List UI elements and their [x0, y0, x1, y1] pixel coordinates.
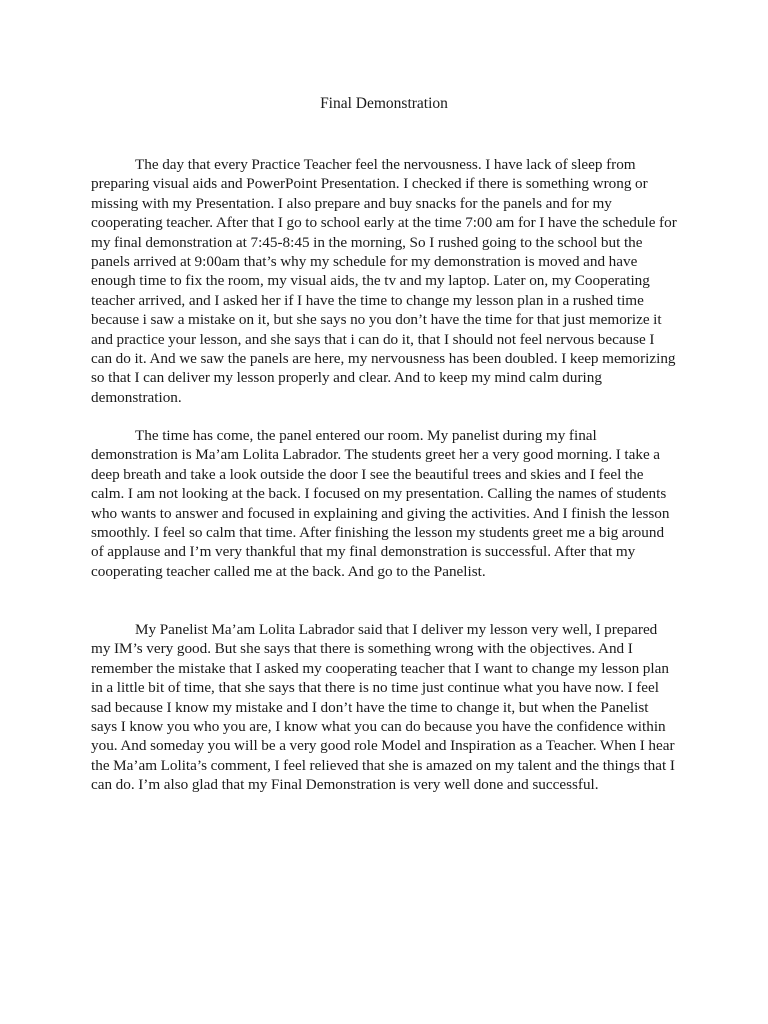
- document-title: Final Demonstration: [320, 95, 448, 112]
- paragraph-1: The day that every Practice Teacher feel the nervousness. I have lack of sleep from preparing visual aids and PowerPoint Presentation. I checked if there is something wrong or missing with my Presentation. I also prepare and buy snacks for the panels and for my cooperating teacher. After that I go to school early at the time 7:00 am for I have the schedule for my final demonstration at 7:45-8:45 in the morning, So I rushed going to the school but the panels arrived at 9:00am that’s why my schedule for my demonstration is moved and have enough time to fix the room, my visual aids, the tv and my laptop. Later on, my Cooperating teacher arrived, and I asked her if I have the time to change my lesson plan in a rushed time because i saw a mistake on it, but she says no you don’t have the time for that just memorize it and practice your lesson, and she says that i can do it, that I should not feel nervous because I can do it. And we saw the panels are here, my nervousness has been doubled. I keep memorizing so that I can deliver my lesson properly and clear. And to keep my mind calm during demonstration.: [91, 156, 677, 406]
- paragraph-3: My Panelist Ma’am Lolita Labrador said that I deliver my lesson very well, I prepared my IM’s very good. But she says that there is something wrong with the objectives. And I remember the mistake that I asked my cooperating teacher that I want to change my lesson plan in a little bit of time, that she says that there is no time just continue what you have now. I feel sad because I know my mistake and I don’t have the time to change it, but when the Panelist says I know you who you are, I know what you can do because you have the confidence within you. And someday you will be a very good role Model and Inspiration as a Teacher. When I hear the Ma’am Lolita’s comment, I feel relieved that she is amazed on my talent and the things that I can do. I’m also glad that my Final Demonstration is very well done and successful.: [91, 621, 675, 794]
- paragraph-2: The time has come, the panel entered our room. My panelist during my final demonstration is Ma’am Lolita Labrador. The students greet her a very good morning. I take a deep breath and take a look outside the door I see the beautiful trees and skies and I feel the calm. I am not looking at the back. I focused on my presentation. Calling the names of students who wants to answer and focused in explaining and giving the activities. And I finish the lesson smoothly. I feel so calm that time. After finishing the lesson my students greet me a big around of applause and I’m very thankful that my final demonstration is successful. After that my cooperating teacher called me at the back. And go to the Panelist.: [91, 427, 670, 580]
